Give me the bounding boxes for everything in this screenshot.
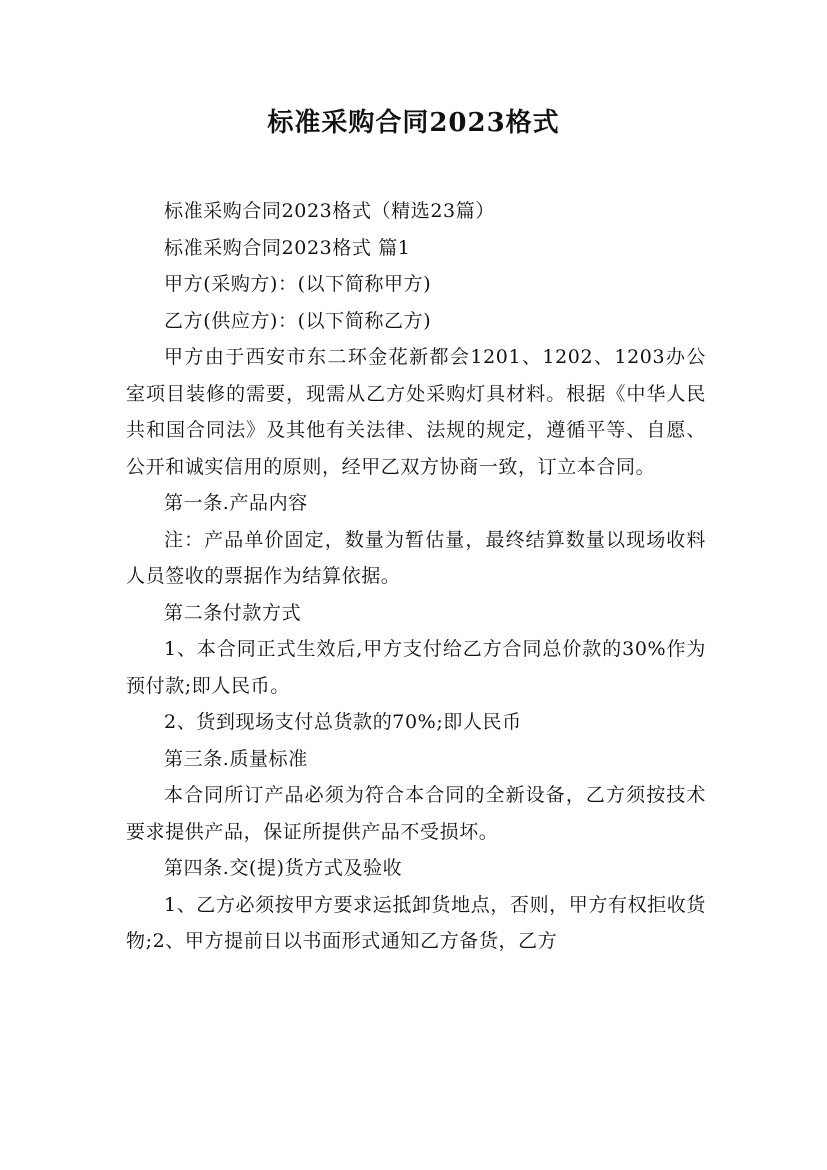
paragraph-article-4-heading: 第四条.交(提)货方式及验收 <box>164 857 403 879</box>
paragraph-party-a: 甲方(采购方)：(以下简称甲方) <box>164 273 432 295</box>
paragraph-article-3-body: 本合同所订产品必须为符合本合同的全新设备，乙方须按技术要求提供产品，保证所提供产品不受损坏。 <box>126 784 706 843</box>
document-body <box>126 193 706 960</box>
paragraph-article-2-item-1: 1、本合同正式生效后,甲方支付给乙方合同总价款的30%作为预付款;即人民币。 <box>126 638 706 697</box>
document-title: 标准采购合同2023格式 <box>267 108 560 138</box>
paragraph-article-2-heading: 第二条付款方式 <box>164 601 302 624</box>
paragraph-section-heading: 标准采购合同2023格式 篇1 <box>164 236 411 259</box>
paragraph-preamble: 甲方由于西安市东二环金花新都会1201、1202、1203办公室项目装修的需要，现需从乙方处采购灯具材料。根据《中华人民共和国合同法》及其他有关法律、法规的规定，遵循平等、自愿、公开和诚实信用的原则，经甲乙双方协商一致，订立本合同。 <box>126 346 706 478</box>
paragraph-subtitle: 标准采购合同2023格式（精选23篇） <box>164 200 495 222</box>
paragraph-article-1-heading: 第一条.产品内容 <box>164 492 308 514</box>
paragraph-party-b: 乙方(供应方)：(以下简称乙方) <box>164 309 432 332</box>
paragraph-article-1-note: 注：产品单价固定，数量为暂估量，最终结算数量以现场收料人员签收的票据作为结算依据。 <box>126 528 706 587</box>
paragraph-article-4-body: 1、乙方必须按甲方要求运抵卸货地点，否则，甲方有权拒收货物;2、甲方提前日以书面形式通知乙方备货，乙方 <box>126 893 706 952</box>
paragraph-article-2-item-2: 2、货到现场支付总货款的70%;即人民币 <box>164 711 522 733</box>
paragraph-article-3-heading: 第三条.质量标准 <box>164 747 308 770</box>
